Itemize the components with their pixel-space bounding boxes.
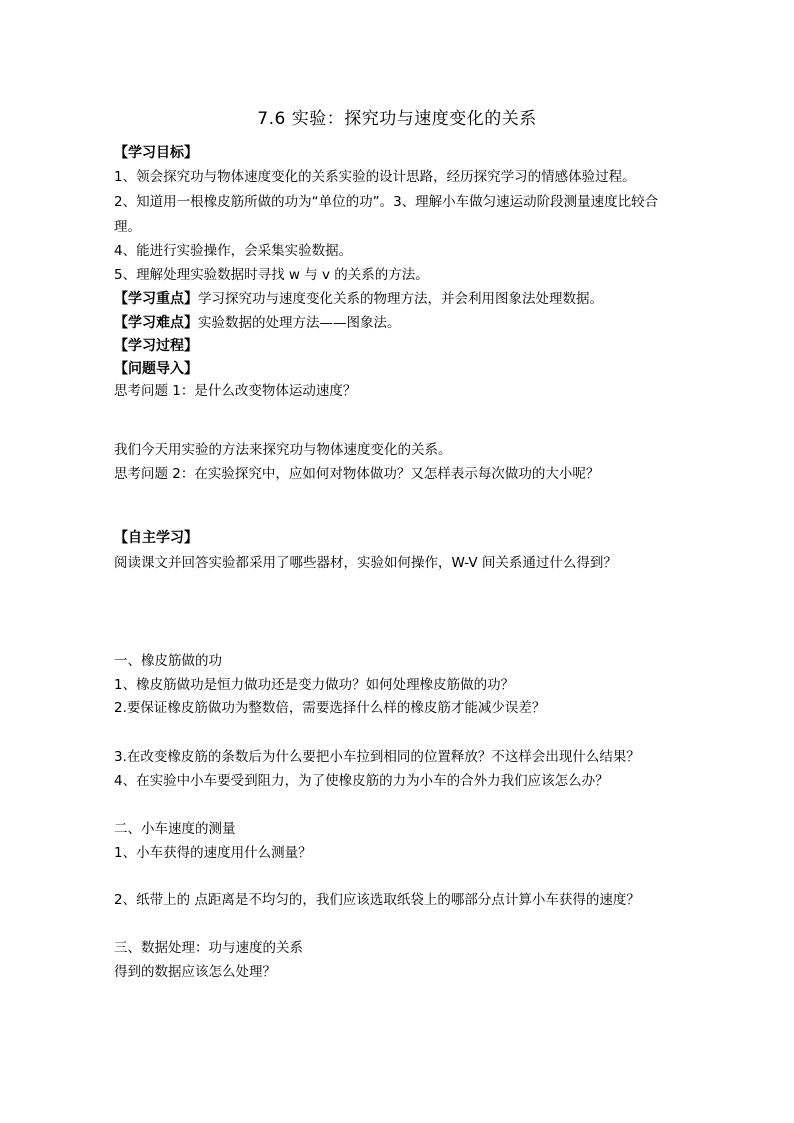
part3-question-1: 得到的数据应该怎么处理？ [114,964,276,980]
question-1: 思考问题 1：是什么改变物体运动速度？ [114,383,357,399]
self-study-text: 阅读课文并回答实验都采用了哪些器材，实验如何操作，W-V 间关系通过什么得到？ [114,555,617,571]
objectives-heading: 【学习目标】 [114,145,198,161]
part1-question-3: 3.在改变橡皮筋的条数后为什么要把小车拉到相同的位置释放？不这样会出现什么结果？ [114,749,640,765]
objective-1: 1、领会探究功与物体速度变化的关系实验的设计思路，经历探究学习的情感体验过程。 [114,169,636,185]
objective-4: 4、能进行实验操作，会采集实验数据。 [114,243,353,259]
objective-2: 2、知道用一根橡皮筋所做的功为“单位的功”。3、理解小车做匀速运动阶段测量速度比较合 [114,194,659,210]
difficulty-line [114,314,401,332]
intro-heading: 【问题导入】 [114,361,198,377]
key-point-text: 学习探究功与速度变化关系的物理方法，并会利用图象法处理数据。 [198,291,603,307]
key-point-line [114,290,603,308]
intro-statement: 我们今天用实验的方法来探究功与物体速度变化的关系。 [114,442,452,458]
self-study-heading: 【自主学习】 [114,530,198,546]
question-2: 思考问题 2：在实验探究中，应如何对物体做功？又怎样表示每次做功的大小呢？ [114,466,600,482]
part2-question-1: 1、小车获得的速度用什么测量？ [114,845,312,861]
key-point-label: 【学习重点】 [114,291,198,307]
objective-5: 5、理解处理实验数据时寻找 w 与 v 的关系的方法。 [114,267,429,283]
part1-question-4: 4、在实验中小车要受到阻力，为了使橡皮筋的力为小车的合外力我们应该怎么办？ [114,773,609,789]
part1-question-2: 2.要保证橡皮筋做功为整数倍，需要选择什么样的橡皮筋才能减少误差？ [114,700,546,716]
objective-2-cont: 理。 [114,219,141,235]
part3-heading: 三、数据处理：功与速度的关系 [114,940,303,956]
part1-heading: 一、橡皮筋做的功 [114,653,222,669]
page-title: 7.6 实验：探究功与速度变化的关系 [257,109,537,129]
part2-question-2: 2、纸带上的 点距离是不均匀的，我们应该选取纸袋上的哪部分点计算小车获得的速度？ [114,892,640,908]
difficulty-label: 【学习难点】 [114,315,198,331]
part1-question-1: 1、橡皮筋做功是恒力做功还是变力做功？如何处理橡皮筋做的功？ [114,677,515,693]
difficulty-text: 实验数据的处理方法——图象法。 [198,315,401,331]
part2-heading: 二、小车速度的测量 [114,821,236,837]
process-heading: 【学习过程】 [114,338,198,354]
